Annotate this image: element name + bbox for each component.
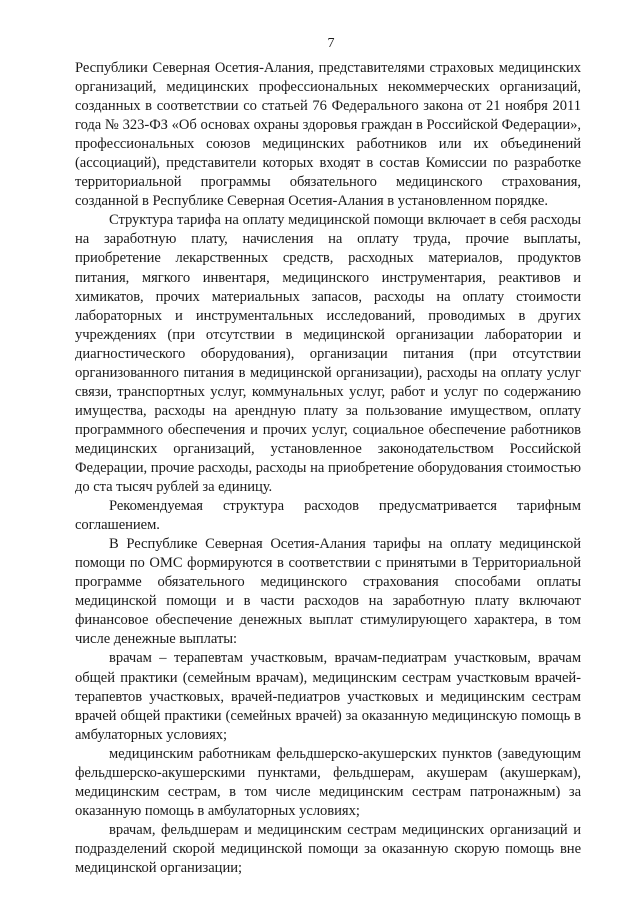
paragraph-recommended-structure: Рекомендуемая структура расходов предусматривается тарифным соглашением. bbox=[75, 498, 581, 534]
paragraph-ambulance-payments: врачам, фельдшерам и медицинским сестрам медицинских организаций и подразделений скорой медицинской помощи за оказанную скорую помощь вне медицинской организации; bbox=[75, 821, 581, 876]
paragraph-commission-members: Республики Северная Осетия-Алания, представителями страховых медицинских организаций, медицинских профессиональных некоммерческих организаций, созданных в соответствии со статьей 76 Федерального закона от 21 ноября 2011 года № 323-ФЗ «Об основах охраны здоровья граждан в Российской Федерации», профессиональных союзов медицинских работников или их объединений (ассоциаций), представители которых входят в состав Комиссии по разработке территориальной программы обязательного медицинского страхования, созданной в Республике Северная Осетия-Алания в установленном порядке. bbox=[75, 60, 581, 210]
paragraph-feldsher-payments: медицинским работникам фельдшерско-акушерских пунктов (заведующим фельдшерско-акушерскими пунктами, фельдшерам, акушерам (акушеркам), медицинским сестрам, в том числе медицинским сестрам патронажным) за оказанную помощь в амбулаторных условиях; bbox=[75, 745, 581, 819]
paragraph-tariff-structure: Структура тарифа на оплату медицинской помощи включает в себя расходы на заработную плату, начисления на оплату труда, прочие выплаты, приобретение лекарственных средств, расходных материалов, продуктов питания, мягкого инвентаря, медицинского инструментария, реактивов и химикатов, прочих материальных запасов, расходы на оплату стоимости лабораторных и инструментальных исследований, проводимых в других учреждениях (при отсутствии в медицинской организации лаборатории и диагностического оборудования), организации питания (при отсутствии организованного питания в медицинской организации), расходы на оплату услуг связи, транспортных услуг, коммунальных услуг, работ и услуг по содержанию имущества, расходы на арендную плату за пользование имуществом, оплату программного обеспечения и прочих услуг, социальное обеспечение работников медицинских организаций, установленное законодательством Российской Федерации, прочие расходы, расходы на приобретение оборудования стоимостью до ста тысяч рублей за единицу. bbox=[75, 212, 581, 496]
paragraph-oms-tariffs: В Республике Северная Осетия-Алания тарифы на оплату медицинской помощи по ОМС формируются в соответствии с принятыми в Территориальной программе обязательного медицинского страхования способами оплаты медицинской помощи и в части расходов на заработную плату включают финансовое обеспечение денежных выплат стимулирующего характера, в том числе денежные выплаты: bbox=[75, 536, 581, 648]
paragraph-doctors-payments: врачам – терапевтам участковым, врачам-педиатрам участковым, врачам общей практики (семейным врачам), медицинским сестрам участковым врачей-терапевтов участковых, врачей-педиатров участковых и медицинским сестрам врачей общей практики (семейных врачей) за оказанную медицинскую помощь в амбулаторных условиях; bbox=[75, 650, 581, 743]
page-number: 7 bbox=[327, 36, 335, 51]
